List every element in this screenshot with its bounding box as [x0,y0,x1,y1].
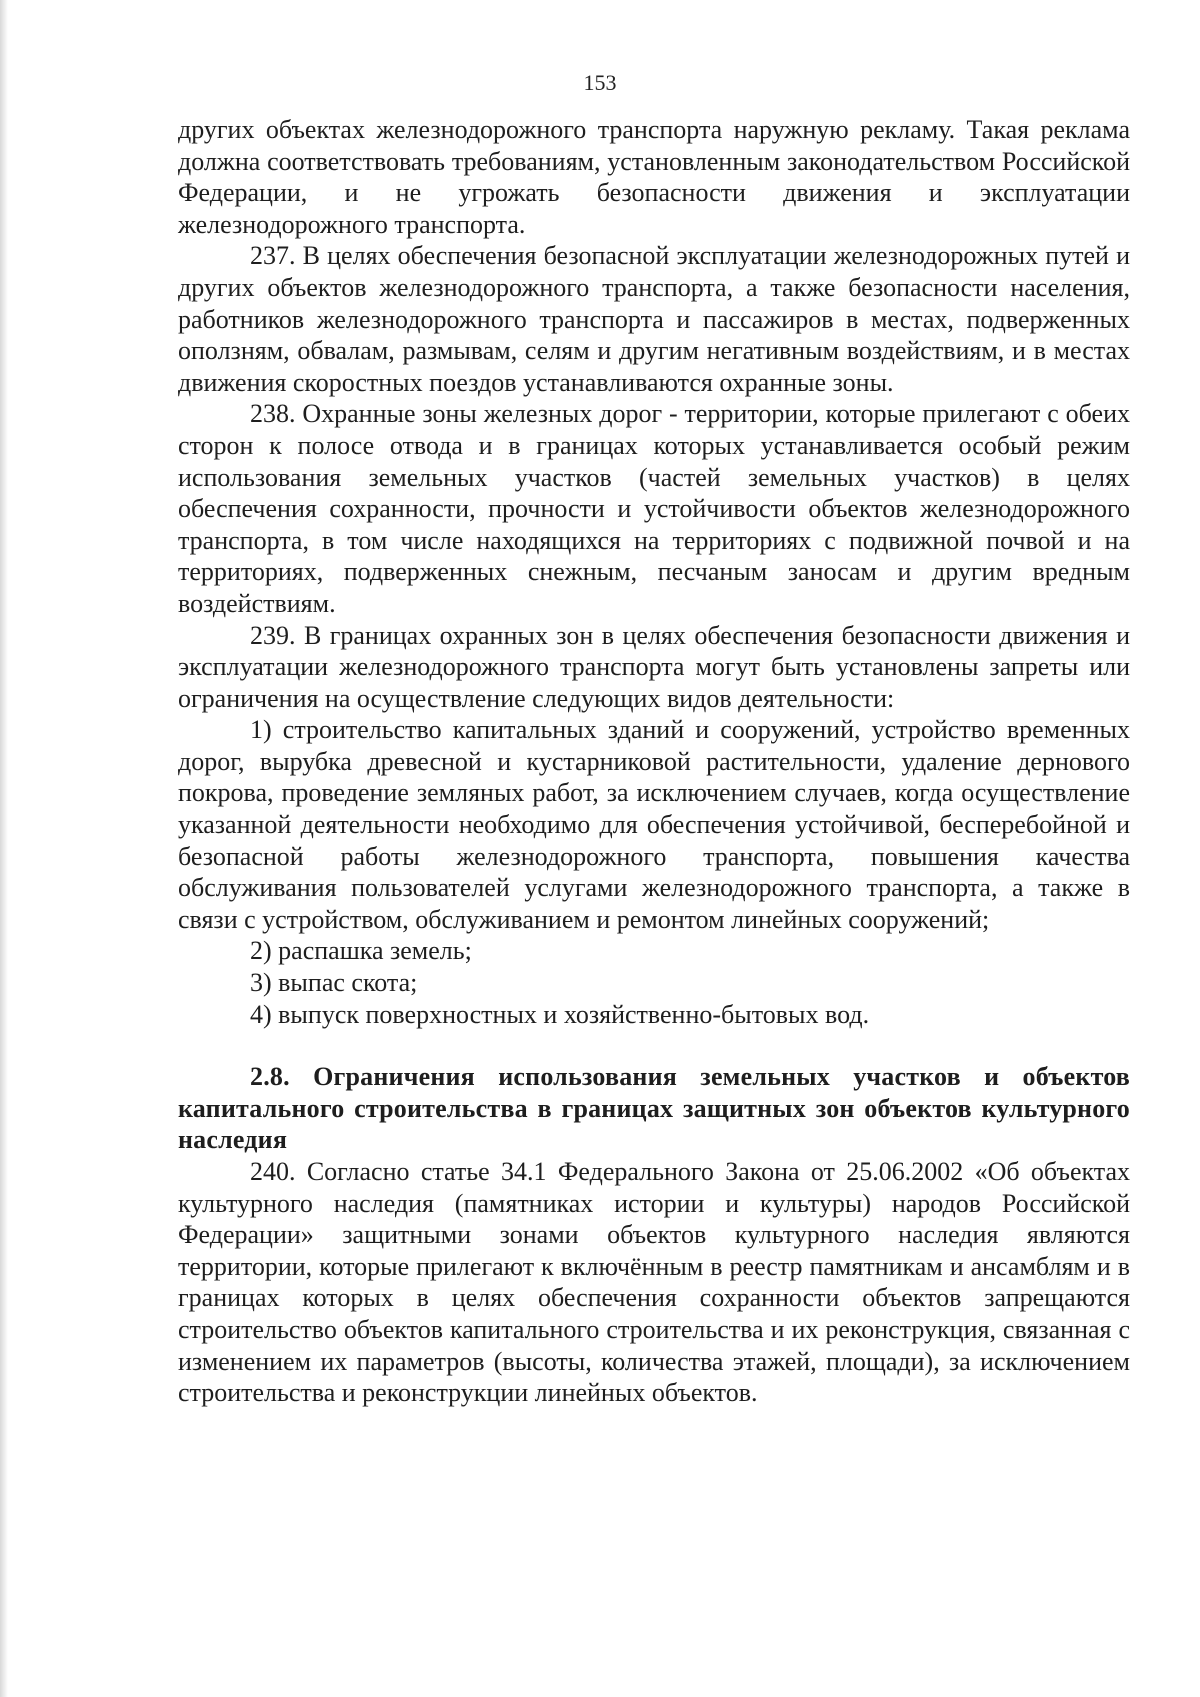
scan-edge-shadow [0,0,8,1697]
page-number: 153 [583,70,617,95]
list-item-1: 1) строительство капитальных зданий и сооружений, устройство временных дорог, вырубка древесной и кустарниковой растительности, удаление дернового покрова, проведение земляных работ, за исключением случаев, когда осуществление указанной деятельности необходимо для обеспечения устойчивой, бесперебойной и безопасной работы железнодорожного транспорта, повышения качества обслуживания пользователей услугами железнодорожного транспорта, а также в связи с устройством, обслуживанием и ремонтом линейных сооружений; [178,715,1130,934]
paragraph-239: 239. В границах охранных зон в целях обеспечения безопасности движения и эксплуатации железнодорожного транспорта могут быть установлены запреты или ограничения на осуществление следующих видов деятельности: [178,620,1130,713]
list-item-3: 3) выпас скота; [250,968,418,998]
list-item-4: 4) выпуск поверхностных и хозяйственно-бытовых вод. [250,999,870,1029]
section-heading: 2.8. Ограничения использования земельных участков и объектов капитального строительства в границах защитных зон объектов культурного наследия [178,1062,1130,1155]
paragraph-238: 238. Охранные зоны железных дорог - территории, которые прилегают с обеих сторон к полосе отвода и в границах которых устанавливается особый режим использования земельных участков (частей земельных участков) в целях обеспечения сохранности, прочности и устойчивости объектов железнодорожного транспорта, в том числе находящихся на территориях с подвижной почвой и на территориях, подверженных снежным, песчаным заносам и другим вредным воздействиям. [178,399,1130,618]
paragraph-240: 240. Согласно статье 34.1 Федерального Закона от 25.06.2002 «Об объектах культурного наследия (памятниках истории и культуры) народов Российской Федерации» защитными зонами объектов культурного наследия являются территории, которые прилегают к включённым в реестр памятникам и ансамблям и в границах которых в целях обеспечения сохранности объектов запрещаются строительство объектов капитального строительства и их реконструкция, связанная с изменением их параметров (высоты, количества этажей, площади), за исключением строительства и реконструкции линейных объектов. [178,1157,1130,1408]
restrictions-list-short [178,935,1130,1030]
restrictions-list [178,714,1130,935]
paragraph-intro: других объектах железнодорожного транспорта наружную рекламу. Такая реклама должна соответствовать требованиям, установленным законодательством Российской Федерации, и не угрожать безопасности движения и эксплуатации железнодорожного транспорта. [178,115,1130,239]
list-item-2: 2) распашка земель; [250,936,472,966]
paragraph-237: 237. В целях обеспечения безопасной эксплуатации железнодорожных путей и других объектов железнодорожного транспорта, а также безопасности населения, работников железнодорожного транспорта и пассажиров в местах, подверженных оползням, обвалам, размывам, селям и другим негативным воздействиям, и в местах движения скоростных поездов устанавливаются охранные зоны. [178,241,1130,397]
section-spacer [178,1030,1130,1061]
document-body [178,114,1130,1409]
